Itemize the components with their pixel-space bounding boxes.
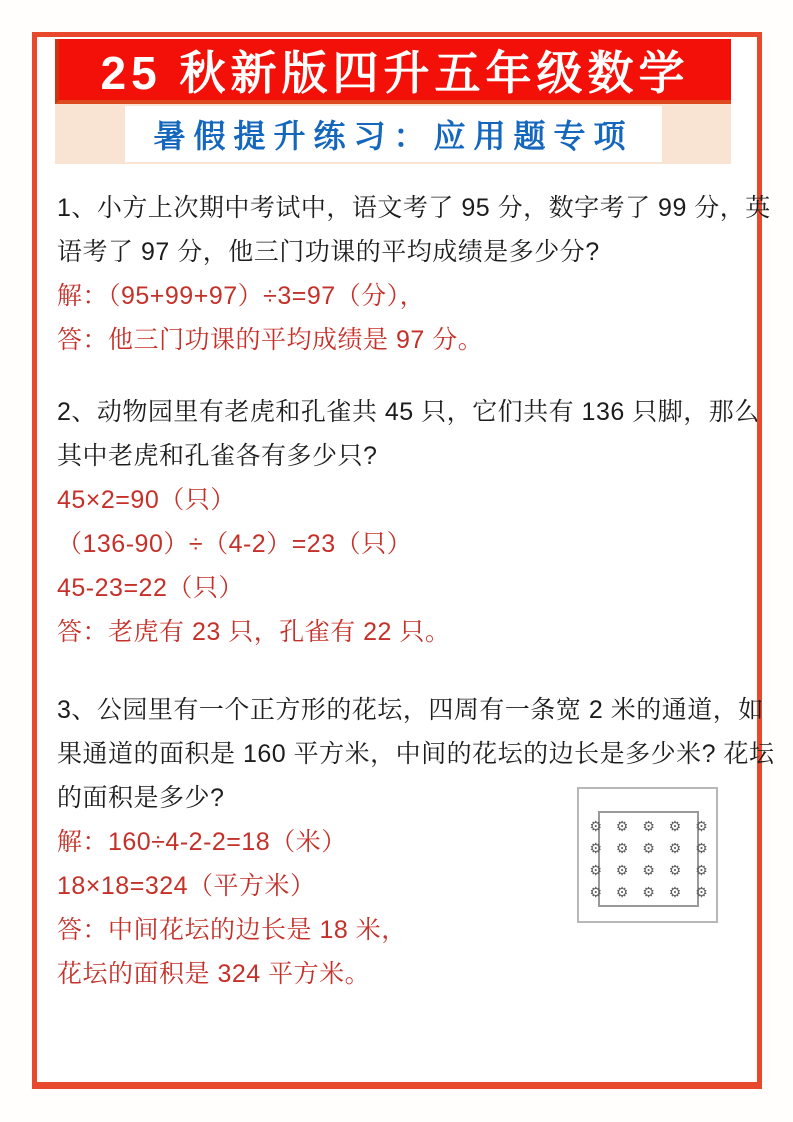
solution-line: 45×2=90（只）: [57, 486, 236, 514]
flower-row: ⚙ ⚙ ⚙ ⚙ ⚙: [589, 817, 713, 834]
question-line: 3、公园里有一个正方形的花坛，四周有一条宽 2 米的通道，如: [57, 696, 764, 724]
banner-title: 25 秋新版四升五年级数学: [100, 46, 690, 99]
solution-line: 45-23=22（只）: [57, 574, 244, 602]
problem-2: [57, 390, 760, 654]
flowerbed-inner-square: [589, 811, 713, 907]
flower-row: ⚙ ⚙ ⚙ ⚙ ⚙: [589, 839, 713, 856]
solution-line: 解：160÷4-2-2=18（米）: [57, 828, 347, 856]
subtitle-box: [125, 106, 662, 162]
solution-line: 18×18=324（平方米）: [57, 872, 316, 900]
solution-line: 答：中间花坛的边长是 18 米，: [57, 916, 407, 944]
solution-line: （136-90）÷（4-2）=23（只）: [57, 530, 413, 558]
flower-row: ⚙ ⚙ ⚙ ⚙ ⚙: [589, 861, 713, 878]
flower-row: ⚙ ⚙ ⚙ ⚙ ⚙: [589, 883, 713, 900]
flowerbed-diagram: [577, 787, 718, 923]
problem-1: [57, 186, 771, 362]
question-line: 语考了 97 分，他三门功课的平均成绩是多少分?: [57, 238, 600, 266]
solution-line: 答：老虎有 23 只，孔雀有 22 只。: [57, 618, 451, 646]
question-line: 果通道的面积是 160 平方米，中间的花坛的边长是多少米? 花坛: [57, 740, 775, 768]
title-banner: [55, 39, 731, 104]
question-line: 1、小方上次期中考试中，语文考了 95 分，数字考了 99 分，英: [57, 194, 771, 222]
question-line: 2、动物园里有老虎和孔雀共 45 只，它们共有 136 只脚，那么: [57, 398, 760, 426]
solution-line: 花坛的面积是 324 平方米。: [57, 960, 371, 988]
subtitle-text: 暑假提升练习：应用题专项: [153, 118, 634, 154]
question-line: 其中老虎和孔雀各有多少只?: [57, 442, 378, 470]
question-line: 的面积是多少?: [57, 784, 225, 812]
solution-line: 解：（95+99+97）÷3=97（分），: [57, 282, 426, 310]
solution-line: 答：他三门功课的平均成绩是 97 分。: [57, 326, 484, 354]
